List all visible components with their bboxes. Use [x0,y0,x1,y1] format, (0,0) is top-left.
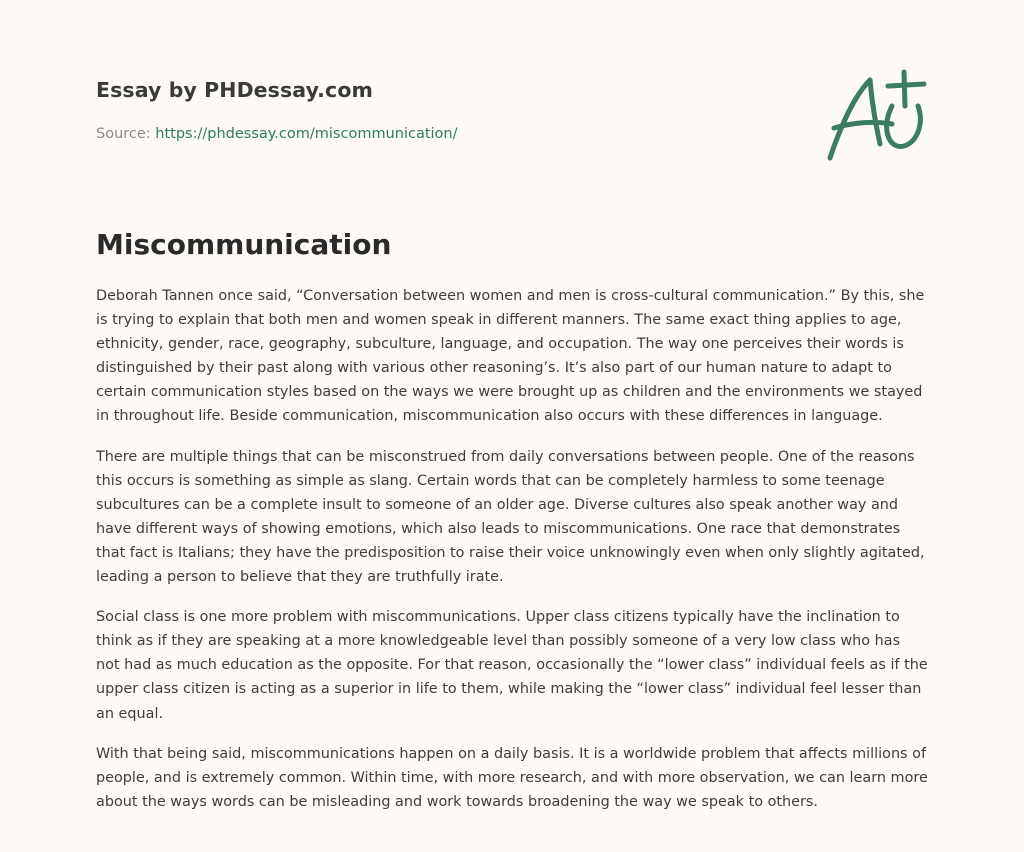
paragraph: Deborah Tannen once said, “Conversation between women and men is cross-cultural communication.” By this, she is trying to explain that both men and women speak in different manners. The same exact thing applies to age, ethnicity, gender, race, geography, subculture, language, and occupation. The way one perceives their words is distinguished by their past along with various other reasoning’s. It’s also part of our human nature to adapt to certain communication styles based on the ways we were brought up as children and the environments we stayed in throughout life. Beside communication, miscommunication also occurs with these differences in language. [96,288,925,425]
article-body [96,284,928,830]
source-line [96,124,458,144]
paragraph: Social class is one more problem with miscommunications. Upper class citizens typically have the inclination to think as if they are speaking at a more knowledgeable level than possibly someone of a very low class who has not had as much education as the opposite. For that reason, occasionally the “lower class” individual feels as if the upper class citizen is acting as a superior in life to them, while making the “lower class” individual feel lesser than an equal. [96,609,928,722]
source-label: Source: [96,126,151,142]
a-plus-grade-icon [820,66,930,166]
header [96,76,458,144]
source-link[interactable]: https://phdessay.com/miscommunication/ [155,126,458,142]
page-title: Miscommunication [96,228,392,261]
paragraph: With that being said, miscommunications happen on a daily basis. It is a worldwide problem that affects millions of people, and is extremely common. Within time, with more research, and with more observation, we can learn more about the ways words can be misleading and work towards broadening the way we speak to others. [96,745,928,810]
paragraph: There are multiple things that can be misconstrued from daily conversations between people. One of the reasons this occurs is something as simple as slang. Certain words that can be completely harmless to some teenage subcultures can be a complete insult to someone of an older age. Diverse cultures also speak another way and have different ways of showing emotions, which also leads to miscommunications. One race that demonstrates that fact is Italians; they have the predisposition to raise their voice unknowingly even when only slightly agitated, leading a person to believe that they are truthfully irate. [96,448,925,586]
site-title: Essay by PHDessay.com [96,78,373,102]
